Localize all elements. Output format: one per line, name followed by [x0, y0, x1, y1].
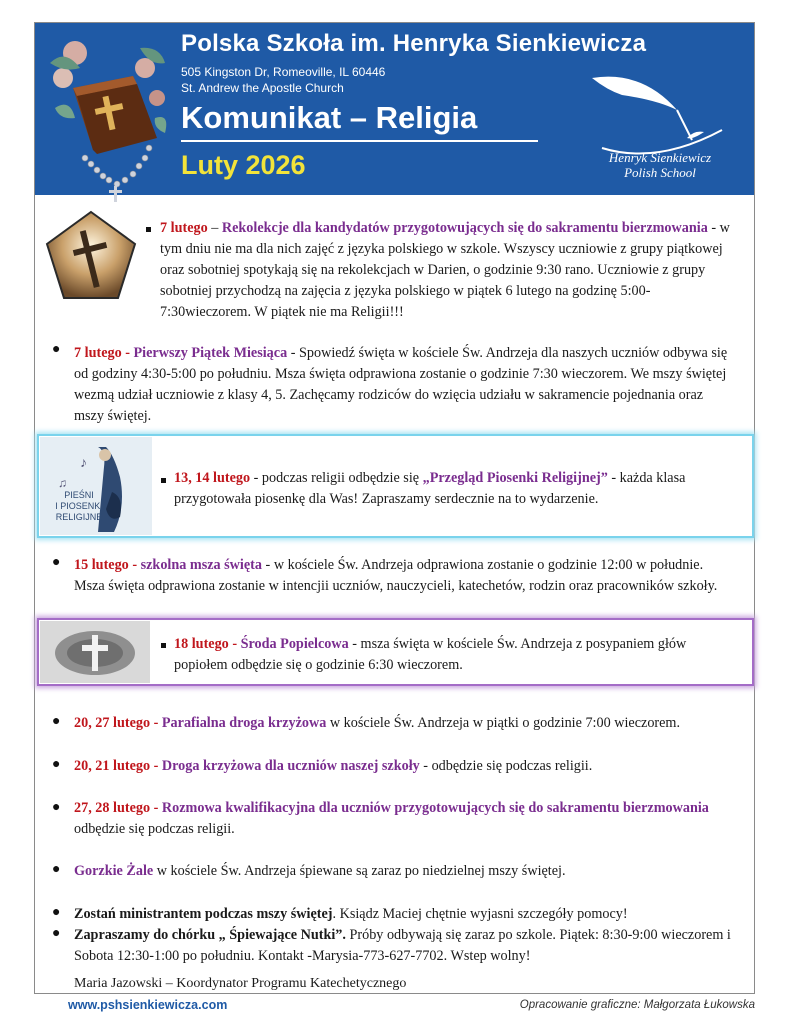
item-date: 18 lutego — [174, 636, 229, 652]
songs-image-caption — [44, 490, 114, 523]
item-sep: - — [128, 557, 141, 573]
coordinator-signature: Maria Jazowski – Koordynator Programu Katechetycznego — [74, 976, 407, 991]
item-sep: - — [150, 758, 162, 774]
item-body: . Ksiądz Maciej chętnie wyjasni szczegóły pomocy! — [332, 906, 628, 922]
announcement-7 — [74, 756, 754, 777]
item-date: 27, 28 lutego — [74, 800, 151, 816]
item-body: Próby odbywają się zaraz po szkole. Piątek: 8:30-9:00 wieczorem i Sobota 12:30-1:00 po południu. Kontakt -Marysia-773-627-7702. Wstep wolny! — [74, 927, 731, 964]
announcement-1 — [160, 218, 740, 323]
announcement-4 — [74, 555, 734, 597]
announcement-9 — [74, 861, 734, 882]
item-date: 15 lutego — [74, 557, 129, 573]
item-heading: Rozmowa kwalifikacyjna dla uczniów przygotowujących się do sakramentu bierzmowania — [161, 800, 709, 816]
announcement-6 — [74, 713, 754, 734]
svg-text:♫: ♫ — [58, 476, 67, 490]
bullet-marker: ● — [52, 926, 61, 941]
announcement-2 — [74, 343, 734, 427]
item-heading: Droga krzyżowa dla uczniów naszej szkoły — [161, 758, 420, 774]
item-date: 7 lutego — [160, 220, 208, 236]
announcement-10 — [74, 904, 734, 925]
address-line: 505 Kingston Dr, Romeoville, IL 60446 — [181, 65, 386, 79]
item-date: 7 lutego — [74, 345, 122, 361]
ash-cross-image — [40, 621, 150, 683]
item-heading: szkolna msza święta — [140, 557, 262, 573]
item-body: - msza święta w kościele Św. Andrzeja z posypaniem głów popiołem odbędzie się o godzinie 6:30 wieczorem. — [174, 636, 687, 673]
item-heading: Zostań ministrantem podczas mszy świętej — [74, 906, 333, 922]
bullet-marker: ● — [52, 905, 61, 920]
item-body: - w kościele Św. Andrzeja odprawiona zostanie o godzinie 12:00 w południe. Msza święta odprawiona zostanie w intencjii uczniów, nauczycieli, katechetów, rodzin oraz pracowników szkoły. — [74, 557, 718, 594]
item-heading: „Przegląd Piosenki Religijnej” — [422, 470, 608, 486]
item-heading: Gorzkie Żale — [74, 863, 154, 879]
bullet-marker — [161, 478, 166, 483]
item-body: w kościele Św. Andrzeja śpiewane są zaraz po niedzielnej mszy świętej. — [153, 863, 566, 879]
item-sep: - — [150, 800, 162, 816]
announcement-3 — [174, 468, 739, 510]
bullet-marker — [161, 643, 166, 648]
quill-logo-icon — [582, 70, 732, 155]
item-heading: Środa Popielcowa — [240, 636, 349, 652]
bullet-marker: ● — [52, 757, 61, 772]
item-sep: - — [121, 345, 134, 361]
website-link[interactable]: www.pshsienkiewicza.com — [68, 998, 228, 1012]
bullet-marker: ● — [52, 714, 61, 729]
item-body: odbędzie się podczas religii. — [74, 821, 235, 837]
item-sep: – — [207, 220, 222, 236]
item-body: w kościele Św. Andrzeja w piątki o godzinie 7:00 wieczorem. — [326, 715, 681, 731]
bullet-marker: ● — [52, 555, 61, 570]
item-body: - każda klasa przygotowała piosenkę dla Was! Zapraszamy serdecznie na to wydarzenie. — [174, 470, 686, 507]
announcement-5 — [174, 634, 739, 676]
cross-pentagon-image — [45, 210, 137, 300]
month-label: Luty 2026 — [181, 150, 306, 180]
item-date: 20, 27 lutego — [74, 715, 151, 731]
item-heading: Zapraszamy do chórku „ Śpiewające Nutki”. — [74, 927, 346, 943]
item-date: 20, 21 lutego — [74, 758, 151, 774]
bullet-marker: ● — [52, 862, 61, 877]
item-body: - Spowiedź święta w kościele Św. Andrzeja dla naszych uczniów odbywa się od godziny 4:30-5:00 po południu. Msza święta odprawiona zostanie o godzinie 7:30 wieczorem. We mszy świętej wezmą udział uczniowie z klasy 4, 5. Zachęcamy rodziców do wzięcia udziału w sakramencie pojednania oraz mszy świętej. — [74, 345, 728, 424]
item-heading: Parafialna droga krzyżowa — [161, 715, 327, 731]
item-body: - w tym dniu nie ma dla nich zajęć z języka polskiego w szkole. Wszyscy uczniowie z grupy piątkowej oraz sobotniej spotykają się na rekolekcjach w Darien, o godzinie 9:30 rano. Uczniowie z grupy sobotniej przychodzą na zajęcia z języka polskiego w piątek 6 lutego na godzinę 5:00-7:30wieczorem. W piątek nie ma Religii!!! — [160, 220, 730, 320]
logo-text-line1: Henryk Sienkiewicz — [608, 150, 712, 165]
graphic-credit: Opracowanie graficzne: Małgorzata Łukowska — [519, 999, 755, 1011]
item-date: 13, 14 lutego — [174, 470, 251, 486]
item-body: - odbędzie się podczas religii. — [419, 758, 593, 774]
announcement-11 — [74, 925, 734, 967]
svg-text:♪: ♪ — [80, 456, 87, 471]
bible-rosary-illustration — [45, 28, 175, 206]
caption-line: I PIOSENKI — [55, 501, 103, 511]
caption-line: RELIGIJNE — [55, 512, 103, 522]
item-sep: - — [150, 715, 162, 731]
item-sep: - podczas religii odbędzie się — [250, 470, 423, 486]
school-name: Polska Szkoła im. Henryka Sienkiewicza — [181, 30, 647, 57]
logo-text-line2: Polish School — [624, 165, 696, 180]
item-sep: - — [228, 636, 241, 652]
item-heading: Rekolekcje dla kandydatów przygotowujących się do sakramentu bierzmowania — [221, 220, 708, 236]
page-title: Komunikat – Religia — [181, 100, 478, 135]
item-heading: Pierwszy Piątek Miesiąca — [133, 345, 288, 361]
bullet-marker — [146, 227, 151, 232]
bullet-marker: ● — [52, 342, 61, 357]
announcement-8 — [74, 798, 714, 840]
caption-line: PIEŚNI — [64, 490, 94, 500]
school-address — [181, 64, 385, 96]
title-underline — [181, 140, 538, 142]
bullet-marker: ● — [52, 800, 61, 815]
church-line: St. Andrew the Apostle Church — [181, 81, 344, 95]
